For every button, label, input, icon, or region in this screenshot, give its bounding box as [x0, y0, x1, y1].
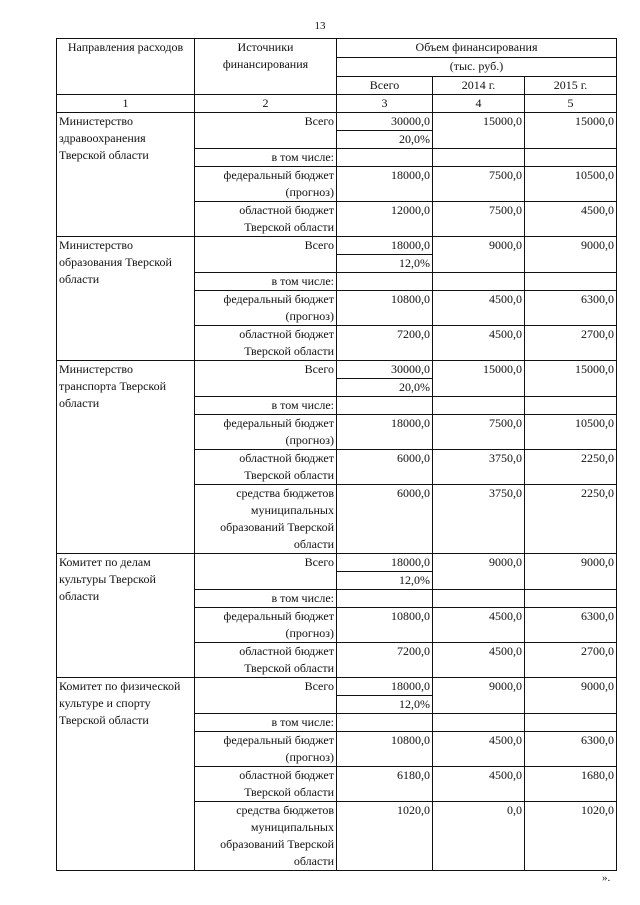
- regional-2014: 3750,0: [433, 450, 525, 485]
- regional-2015: 2250,0: [525, 450, 617, 485]
- source-total-label: Всего: [195, 678, 337, 714]
- incl-label: в том числе:: [195, 397, 337, 415]
- municipal-2015: 2250,0: [525, 485, 617, 554]
- incl-label: в том числе:: [195, 714, 337, 732]
- source-total-label: Всего: [195, 554, 337, 590]
- regional-sum: 12000,0: [337, 202, 433, 237]
- share-percent: 20,0%: [337, 379, 433, 397]
- federal-2014: 4500,0: [433, 291, 525, 326]
- direction-name: Министерство образования Тверской области: [57, 237, 195, 361]
- regional-label: областной бюджет Тверской области: [195, 326, 337, 361]
- share-percent: 12,0%: [337, 696, 433, 714]
- total-2015: 9000,0: [525, 554, 617, 590]
- direction-name: Министерство здравоохранения Тверской области: [57, 113, 195, 237]
- total-sum: 18000,0: [337, 554, 433, 572]
- total-sum: 30000,0: [337, 361, 433, 379]
- col-number-4: 4: [433, 95, 525, 113]
- table-row: [57, 554, 617, 572]
- source-total-label: Всего: [195, 361, 337, 397]
- table-row: [57, 113, 617, 131]
- header-year-2015: 2015 г.: [525, 77, 617, 95]
- regional-sum: 7200,0: [337, 326, 433, 361]
- header-total: Всего: [337, 77, 433, 95]
- federal-sum: 10800,0: [337, 291, 433, 326]
- total-2015: 9000,0: [525, 237, 617, 273]
- municipal-label: средства бюджетов муниципальных образований Тверской области: [195, 802, 337, 871]
- regional-label: областной бюджет Тверской области: [195, 450, 337, 485]
- col-number-5: 5: [525, 95, 617, 113]
- federal-label: федеральный бюджет (прогноз): [195, 415, 337, 450]
- federal-sum: 18000,0: [337, 415, 433, 450]
- regional-2015: 1680,0: [525, 767, 617, 802]
- total-2015: 15000,0: [525, 113, 617, 149]
- header-year-2014: 2014 г.: [433, 77, 525, 95]
- header-directions: Направления расходов: [57, 39, 195, 95]
- total-2015: 9000,0: [525, 678, 617, 714]
- federal-label: федеральный бюджет (прогноз): [195, 608, 337, 643]
- federal-2015: 10500,0: [525, 415, 617, 450]
- municipal-sum: 6000,0: [337, 485, 433, 554]
- federal-label: федеральный бюджет (прогноз): [195, 732, 337, 767]
- federal-2014: 7500,0: [433, 167, 525, 202]
- regional-2014: 7500,0: [433, 202, 525, 237]
- source-total-label: Всего: [195, 237, 337, 273]
- total-sum: 30000,0: [337, 113, 433, 131]
- col-number-1: 1: [57, 95, 195, 113]
- direction-name: Комитет по физической культуре и спорту Тверской области: [57, 678, 195, 871]
- financing-table: [56, 38, 617, 871]
- total-2014: 15000,0: [433, 113, 525, 149]
- total-2014: 15000,0: [433, 361, 525, 397]
- header-financing-volume: Объем финансирования: [337, 39, 617, 58]
- municipal-2014: 3750,0: [433, 485, 525, 554]
- federal-2015: 6300,0: [525, 732, 617, 767]
- col-number-2: 2: [195, 95, 337, 113]
- table-row: [57, 678, 617, 696]
- col-number-3: 3: [337, 95, 433, 113]
- incl-label: в том числе:: [195, 273, 337, 291]
- share-percent: 20,0%: [337, 131, 433, 149]
- share-percent: 12,0%: [337, 572, 433, 590]
- regional-2014: 4500,0: [433, 767, 525, 802]
- regional-2014: 4500,0: [433, 326, 525, 361]
- regional-label: областной бюджет Тверской области: [195, 643, 337, 678]
- regional-sum: 7200,0: [337, 643, 433, 678]
- federal-2015: 6300,0: [525, 608, 617, 643]
- header-units: (тыс. руб.): [337, 58, 617, 77]
- header-sources: Источники финансирования: [195, 39, 337, 95]
- federal-sum: 10800,0: [337, 608, 433, 643]
- share-percent: 12,0%: [337, 255, 433, 273]
- regional-2015: 4500,0: [525, 202, 617, 237]
- regional-sum: 6180,0: [337, 767, 433, 802]
- direction-name: Министерство транспорта Тверской области: [57, 361, 195, 554]
- federal-2014: 4500,0: [433, 608, 525, 643]
- table-row: [57, 361, 617, 379]
- regional-2015: 2700,0: [525, 326, 617, 361]
- table-row: [57, 237, 617, 255]
- total-sum: 18000,0: [337, 237, 433, 255]
- federal-sum: 18000,0: [337, 167, 433, 202]
- regional-sum: 6000,0: [337, 450, 433, 485]
- total-2015: 15000,0: [525, 361, 617, 397]
- closing-quote-mark: ».: [602, 872, 611, 884]
- direction-name: Комитет по делам культуры Тверской области: [57, 554, 195, 678]
- page-number: 13: [314, 20, 326, 32]
- municipal-sum: 1020,0: [337, 802, 433, 871]
- federal-2015: 10500,0: [525, 167, 617, 202]
- federal-2014: 7500,0: [433, 415, 525, 450]
- source-total-label: Всего: [195, 113, 337, 149]
- total-sum: 18000,0: [337, 678, 433, 696]
- regional-2015: 2700,0: [525, 643, 617, 678]
- total-2014: 9000,0: [433, 678, 525, 714]
- municipal-2015: 1020,0: [525, 802, 617, 871]
- regional-label: областной бюджет Тверской области: [195, 202, 337, 237]
- federal-2014: 4500,0: [433, 732, 525, 767]
- federal-sum: 10800,0: [337, 732, 433, 767]
- total-2014: 9000,0: [433, 237, 525, 273]
- municipal-2014: 0,0: [433, 802, 525, 871]
- federal-label: федеральный бюджет (прогноз): [195, 167, 337, 202]
- regional-2014: 4500,0: [433, 643, 525, 678]
- total-2014: 9000,0: [433, 554, 525, 590]
- municipal-label: средства бюджетов муниципальных образований Тверской области: [195, 485, 337, 554]
- federal-label: федеральный бюджет (прогноз): [195, 291, 337, 326]
- incl-label: в том числе:: [195, 149, 337, 167]
- federal-2015: 6300,0: [525, 291, 617, 326]
- incl-label: в том числе:: [195, 590, 337, 608]
- regional-label: областной бюджет Тверской области: [195, 767, 337, 802]
